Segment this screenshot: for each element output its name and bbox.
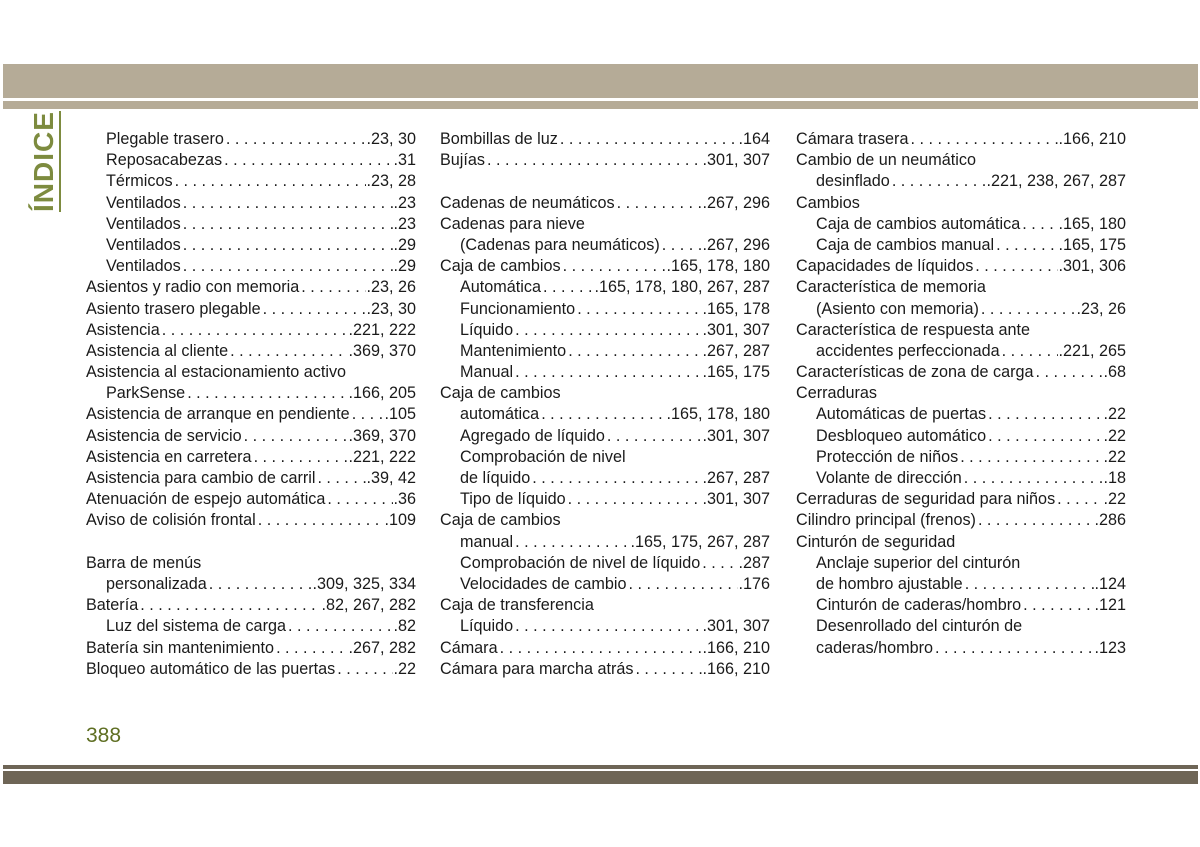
index-entry <box>796 214 1126 235</box>
index-entry-term: Automáticas de puertas <box>816 405 987 424</box>
index-entry-pages: .22 <box>1103 490 1126 509</box>
index-entry <box>796 193 1126 214</box>
index-entry-pages: .166, 210 <box>1058 130 1126 148</box>
dot-leader <box>286 616 394 637</box>
index-entry <box>86 426 416 447</box>
dot-leader <box>181 235 394 256</box>
index-entry <box>796 341 1126 362</box>
index-entry-pages: .221, 265 <box>1058 341 1126 360</box>
index-entry <box>796 553 1126 574</box>
index-entry <box>796 404 1126 425</box>
index-entry-term: Bloqueo automático de las puertas <box>86 659 336 678</box>
dot-leader <box>1021 595 1094 616</box>
index-entry <box>440 489 770 510</box>
index-entry-pages: .36 <box>393 490 416 509</box>
dot-leader <box>986 426 1103 447</box>
index-entry <box>86 616 416 637</box>
dot-leader <box>181 214 394 235</box>
dot-leader <box>530 468 702 489</box>
index-entry-term: Características de zona de carga <box>796 363 1034 382</box>
index-entry-term: Caja de cambios <box>440 257 561 276</box>
page-number: 388 <box>86 724 122 747</box>
index-entry-term: Automática <box>460 278 541 297</box>
index-entry-pages: .301, 307 <box>702 490 770 509</box>
dot-leader <box>261 299 367 320</box>
index-entry <box>440 320 770 341</box>
index-entry-term: de hombro ajustable <box>816 574 963 593</box>
index-entry <box>440 341 770 362</box>
index-entry-term: Cilindro principal (frenos) <box>796 511 976 530</box>
index-entry <box>86 468 416 489</box>
index-entry <box>86 129 416 150</box>
index-entry-pages: .165, 175 <box>702 363 770 382</box>
dot-leader <box>513 320 702 341</box>
index-entry <box>796 510 1126 531</box>
dot-leader <box>185 383 348 404</box>
dot-leader <box>1055 489 1103 510</box>
index-entry <box>796 171 1126 192</box>
index-entry-term: Cadenas de neumáticos <box>440 193 615 212</box>
index-entry-term: Cinturón de seguridad <box>796 532 956 551</box>
index-entry <box>86 299 416 320</box>
dot-leader <box>256 510 385 531</box>
index-entry-term: Luz del sistema de carga <box>106 617 286 636</box>
index-entry-term: de líquido <box>460 469 531 487</box>
dot-leader <box>315 468 366 489</box>
index-entry <box>440 383 770 404</box>
index-entry-pages: .121 <box>1094 596 1126 615</box>
index-entry-term: Cinturón de caderas/hombro <box>816 596 1022 615</box>
index-entry-pages: .267, 287 <box>702 341 770 360</box>
index-entry <box>440 404 770 425</box>
index-entry-pages: .301, 307 <box>702 617 770 636</box>
index-entry-pages: .301, 307 <box>702 320 770 339</box>
index-entry <box>86 489 416 510</box>
index-entry-term: Asistencia de servicio <box>86 426 242 445</box>
index-entry-term: Cambio de un neumático <box>796 151 976 170</box>
index-column-3 <box>796 129 1126 659</box>
index-entry <box>86 235 416 256</box>
dot-leader <box>299 277 366 298</box>
index-entry <box>86 320 416 341</box>
dot-leader <box>207 574 313 595</box>
index-entry <box>86 553 416 574</box>
index-entry <box>796 150 1126 171</box>
dot-leader <box>575 299 702 320</box>
footer-rule <box>3 765 1198 769</box>
index-entry <box>86 510 416 531</box>
dot-leader <box>626 574 738 595</box>
index-entry-term: desinflado <box>816 172 890 191</box>
index-entry <box>440 659 770 680</box>
index-entry-pages: .221, 222 <box>348 447 416 466</box>
index-entry <box>796 426 1126 447</box>
dot-leader <box>541 277 594 298</box>
dot-leader <box>615 193 703 214</box>
index-entry <box>796 129 1126 150</box>
dot-leader <box>160 320 349 341</box>
dot-leader <box>700 553 738 574</box>
dot-leader <box>252 447 349 468</box>
index-entry-pages: .165, 178, 180 <box>666 257 770 276</box>
index-entry-term: Cámara para marcha atrás <box>440 659 634 678</box>
index-entry-pages: .166, 205 <box>348 384 416 403</box>
index-entry-pages: .109 <box>384 511 416 530</box>
index-entry <box>796 638 1126 659</box>
index-entry <box>86 150 416 171</box>
index-entry <box>796 595 1126 616</box>
index-entry-term: (Asiento con memoria) <box>816 299 979 318</box>
index-entry-pages: .165, 180 <box>1058 214 1126 233</box>
index-entry-term: Asistencia para cambio de carril <box>86 469 316 487</box>
index-entry-pages: .39, 42 <box>366 469 416 487</box>
index-entry-term: Cámara <box>440 638 498 657</box>
index-entry <box>86 383 416 404</box>
index-entry <box>86 277 416 298</box>
index-entry <box>796 235 1126 256</box>
index-entry-term: Protección de niños <box>816 447 959 466</box>
index-entry <box>440 256 770 277</box>
index-entry <box>86 362 416 383</box>
index-entry-term: Velocidades de cambio <box>460 574 627 593</box>
index-entry-term: Capacidades de líquidos <box>796 257 974 276</box>
index-entry <box>86 574 416 595</box>
index-entry <box>440 553 770 574</box>
dot-leader <box>325 489 393 510</box>
dot-leader <box>958 447 1103 468</box>
index-entry <box>796 256 1126 277</box>
index-entry-term: Mantenimiento <box>460 341 567 360</box>
index-entry-pages: .301, 307 <box>702 426 770 445</box>
index-entry-term: Asistencia al cliente <box>86 341 229 360</box>
index-entry-pages: .166, 210 <box>702 638 770 657</box>
dot-leader <box>498 638 703 659</box>
index-entry-pages: .18 <box>1103 469 1126 487</box>
index-entry-pages: .301, 306 <box>1058 257 1126 276</box>
index-entry-pages: .166, 210 <box>702 659 770 678</box>
index-entry-pages: .267, 287 <box>702 469 770 487</box>
index-entry-pages: .29 <box>393 257 416 276</box>
index-entry-term: Barra de menús <box>86 553 202 572</box>
index-entry-pages: .23, 30 <box>366 299 416 318</box>
index-entry-pages: .22 <box>1103 405 1126 424</box>
index-entry-term: Atenuación de espejo automática <box>86 490 326 509</box>
index-entry-pages: .23 <box>393 193 416 212</box>
index-entry <box>86 638 416 659</box>
index-entry-term: Agregado de líquido <box>460 426 605 445</box>
dot-leader <box>350 404 385 425</box>
index-entry-pages: .68 <box>1103 363 1126 382</box>
index-entry-term: Manual <box>460 363 514 382</box>
index-entry-pages: .287 <box>738 553 770 572</box>
dot-leader <box>1000 341 1059 362</box>
index-entry-pages: .23, 28 <box>366 172 416 191</box>
index-entry-pages: .82 <box>393 617 416 636</box>
index-spacer <box>440 171 770 192</box>
header-band <box>3 64 1198 98</box>
dot-leader <box>138 595 321 616</box>
dot-leader <box>976 510 1095 531</box>
index-entry-pages: .123 <box>1094 638 1126 657</box>
index-entry-term: Caja de cambios manual <box>816 235 995 254</box>
index-entry <box>440 129 770 150</box>
dot-leader <box>513 362 702 383</box>
index-entry-term: Asistencia <box>86 320 160 339</box>
index-entry <box>86 595 416 616</box>
index-entry-term: Caja de cambios <box>440 384 561 403</box>
index-entry-term: Batería sin mantenimiento <box>86 638 275 657</box>
dot-leader <box>1034 362 1104 383</box>
index-entry-pages: .22 <box>393 659 416 678</box>
dot-leader <box>335 659 393 680</box>
index-entry <box>440 616 770 637</box>
index-entry-pages: .369, 370 <box>348 426 416 445</box>
index-entry <box>440 447 770 468</box>
index-entry-term: Ventilados <box>106 193 181 212</box>
index-entry <box>796 532 1126 553</box>
index-entry-pages: .309, 325, 334 <box>312 574 416 593</box>
index-entry-pages: .165, 178 <box>702 299 770 318</box>
index-entry-term: Ventilados <box>106 235 181 254</box>
index-entry <box>440 638 770 659</box>
index-entry-term: Característica de respuesta ante <box>796 320 1030 339</box>
index-entry-term: personalizada <box>106 574 207 593</box>
index-entry-term: Caja de cambios <box>440 511 561 530</box>
index-entry-pages: .267, 282 <box>348 638 416 657</box>
dot-leader <box>181 256 394 277</box>
index-entry-pages: .369, 370 <box>348 341 416 360</box>
index-entry-term: ParkSense <box>106 384 186 403</box>
index-entry-term: Ventilados <box>106 214 181 233</box>
index-entry-term: Tipo de líquido <box>460 490 566 509</box>
dot-leader <box>973 256 1058 277</box>
index-entry <box>440 299 770 320</box>
index-entry-term: Caja de cambios automática <box>816 214 1021 233</box>
index-entry-pages: .105 <box>384 405 416 424</box>
dot-leader <box>633 659 702 680</box>
index-entry-pages: .165, 178, 180 <box>666 405 770 424</box>
index-entry-pages: .165, 175 <box>1058 235 1126 254</box>
footer-band <box>3 771 1198 784</box>
index-entry-term: Cerraduras <box>796 384 877 403</box>
index-entry-term: Funcionamiento <box>460 299 576 318</box>
index-entry-term: Térmicos <box>106 172 173 191</box>
index-entry-pages: .221, 238, 267, 287 <box>986 172 1126 191</box>
index-entry-pages: .31 <box>393 151 416 170</box>
index-entry-term: Caja de transferencia <box>440 596 594 615</box>
index-entry-term: Reposacabezas <box>106 151 223 170</box>
index-entry-term: Aviso de colisión frontal <box>86 511 256 530</box>
index-entry <box>440 595 770 616</box>
index-entry-term: Líquido <box>460 320 514 339</box>
index-entry-pages: .176 <box>738 574 770 593</box>
index-entry <box>440 468 770 489</box>
index-entry-term: automática <box>460 405 540 424</box>
index-entry <box>440 362 770 383</box>
index-entry-pages: .22 <box>1103 426 1126 445</box>
dot-leader <box>908 129 1058 150</box>
index-entry-term: Desbloqueo automático <box>816 426 987 445</box>
header-rule <box>3 101 1198 109</box>
index-entry-term: Desenrollado del cinturón de <box>816 617 1023 636</box>
dot-leader <box>222 150 393 171</box>
index-entry-pages: .165, 178, 180, 267, 287 <box>594 278 770 297</box>
index-entry <box>440 510 770 531</box>
index-entry-term: Cámara trasera <box>796 130 909 148</box>
index-entry-pages: .23, 26 <box>1076 299 1126 318</box>
index-entry <box>796 616 1126 637</box>
index-entry-term: Bombillas de luz <box>440 130 558 148</box>
index-entry-pages: .82, 267, 282 <box>321 596 416 615</box>
index-entry <box>440 426 770 447</box>
dot-leader <box>566 341 702 362</box>
dot-leader <box>539 404 666 425</box>
index-entry <box>86 447 416 468</box>
dot-leader <box>242 426 349 447</box>
index-entry-term: Líquido <box>460 617 514 636</box>
index-entry <box>440 574 770 595</box>
dot-leader <box>558 129 739 150</box>
dot-leader <box>228 341 348 362</box>
index-entry <box>440 277 770 298</box>
index-entry-term: manual <box>460 532 514 551</box>
index-entry <box>86 659 416 680</box>
dot-leader <box>224 129 367 150</box>
index-entry-pages: .23, 26 <box>366 278 416 297</box>
index-entry <box>440 532 770 553</box>
dot-leader <box>274 638 348 659</box>
index-entry-term: accidentes perfeccionada <box>816 341 1000 360</box>
dot-leader <box>962 468 1104 489</box>
index-entry <box>796 489 1126 510</box>
dot-leader <box>513 616 702 637</box>
index-entry-term: Batería <box>86 596 139 615</box>
index-entry-term: (Cadenas para neumáticos) <box>460 235 660 254</box>
dot-leader <box>605 426 703 447</box>
index-entry-term: caderas/hombro <box>816 638 933 657</box>
index-entry-term: Cerraduras de seguridad para niños <box>796 490 1056 509</box>
dot-leader <box>933 638 1095 659</box>
index-entry-term: Característica de memoria <box>796 278 986 297</box>
index-spacer <box>86 532 416 553</box>
index-entry-pages: .267, 296 <box>702 235 770 254</box>
index-entry-term: Volante de dirección <box>816 469 962 487</box>
index-entry <box>440 150 770 171</box>
index-entry-pages: .29 <box>393 235 416 254</box>
dot-leader <box>561 256 667 277</box>
index-entry <box>86 171 416 192</box>
index-entry-pages: .301, 307 <box>702 151 770 170</box>
index-entry <box>440 214 770 235</box>
index-entry-pages: .23 <box>393 214 416 233</box>
dot-leader <box>1020 214 1058 235</box>
index-entry-term: Asistencia de arranque en pendiente <box>86 405 350 424</box>
index-entry-term: Anclaje superior del cinturón <box>816 553 1021 572</box>
index-entry-pages: .267, 296 <box>702 193 770 212</box>
index-entry <box>86 341 416 362</box>
index-entry-pages: .221, 222 <box>348 320 416 339</box>
dot-leader <box>994 235 1058 256</box>
index-entry <box>796 277 1126 298</box>
index-entry-pages: .22 <box>1103 447 1126 466</box>
index-entry <box>796 574 1126 595</box>
index-entry-term: Comprobación de nivel de líquido <box>460 553 701 572</box>
index-entry <box>86 256 416 277</box>
dot-leader <box>660 235 703 256</box>
index-entry <box>796 383 1126 404</box>
index-entry-pages: .164 <box>738 130 770 148</box>
dot-leader <box>485 150 702 171</box>
section-title: ÍNDICE <box>28 111 59 212</box>
index-entry-term: Comprobación de nivel <box>460 447 626 466</box>
dot-leader <box>890 171 987 192</box>
index-entry-term: Asistencia al estacionamiento activo <box>86 363 347 382</box>
dot-leader <box>181 193 394 214</box>
index-entry <box>86 193 416 214</box>
index-entry <box>86 214 416 235</box>
index-entry <box>86 404 416 425</box>
index-entry <box>796 362 1126 383</box>
index-entry-term: Asiento trasero plegable <box>86 299 261 318</box>
index-entry <box>796 447 1126 468</box>
index-entry-term: Plegable trasero <box>106 130 224 148</box>
index-entry <box>796 299 1126 320</box>
index-entry-pages: .124 <box>1094 574 1126 593</box>
dot-leader <box>513 532 630 553</box>
index-entry-term: Ventilados <box>106 257 181 276</box>
index-entry-pages: .286 <box>1094 511 1126 530</box>
index-entry-term: Asistencia en carretera <box>86 447 252 466</box>
dot-leader <box>986 404 1103 425</box>
index-entry-pages: .165, 175, 267, 287 <box>630 532 770 551</box>
index-entry-term: Cambios <box>796 193 860 212</box>
index-entry-term: Asientos y radio con memoria <box>86 278 300 297</box>
dot-leader <box>566 489 703 510</box>
index-entry <box>796 468 1126 489</box>
index-entry-pages: .23, 30 <box>366 130 416 148</box>
dot-leader <box>979 299 1077 320</box>
index-entry-term: Cadenas para nieve <box>440 214 585 233</box>
index-entry <box>440 193 770 214</box>
index-entry-term: Bujías <box>440 151 485 170</box>
dot-leader <box>173 171 367 192</box>
index-column-2 <box>440 129 770 680</box>
index-entry <box>440 235 770 256</box>
dot-leader <box>963 574 1095 595</box>
index-column-1 <box>86 129 416 680</box>
index-entry <box>796 320 1126 341</box>
